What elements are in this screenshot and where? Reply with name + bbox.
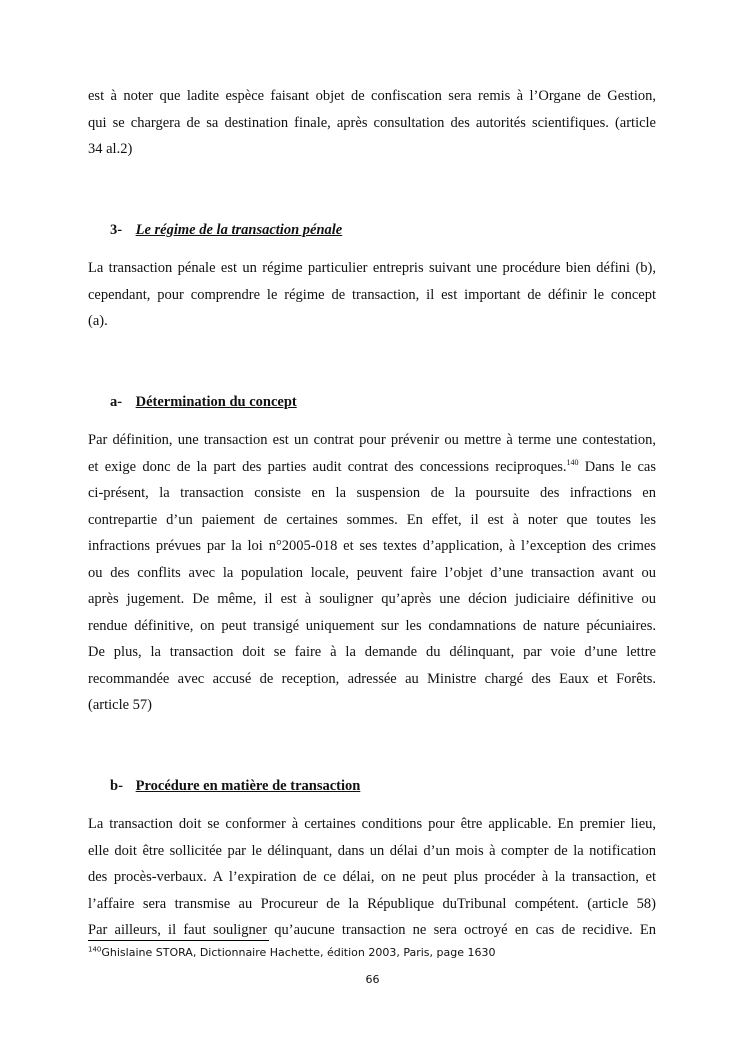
text-line: La transaction doit se conformer à certaines conditions pour être applicable. En premier lieu, — [88, 816, 656, 832]
text-line: l’affaire sera transmise au Procureur de la République duTribunal compétent. (article 58) — [88, 895, 656, 912]
section-title: Détermination du concept — [135, 393, 297, 410]
section-b-heading — [88, 773, 656, 800]
text-line: qui se chargera de sa destination finale, après consultation des autorités scientifiques. (article — [88, 114, 656, 131]
text-line: est à noter que ladite espèce faisant objet de confiscation sera remis à l’Organe de Gestion, — [88, 88, 656, 104]
text-line: ou des conflits avec la population locale, peuvent faire l’objet d’une transaction avant ou — [88, 564, 656, 581]
intro-paragraph — [88, 83, 656, 163]
footnote-separator — [88, 940, 269, 941]
text-line: De plus, la transaction doit se faire à la demande du délinquant, par voie d’une lettre — [88, 644, 656, 660]
section-number: a- — [110, 393, 123, 410]
footnote-number: 140 — [88, 945, 102, 954]
text-line: La transaction pénale est un régime particulier entrepris suivant une procédure bien défini (b), — [88, 260, 656, 276]
text-line: (a). — [88, 313, 108, 329]
section-a-paragraph — [88, 427, 656, 719]
section-a-heading — [88, 389, 656, 416]
document-page — [88, 83, 656, 944]
section-3-heading — [88, 217, 656, 244]
footnote-reference[interactable]: 140 — [566, 457, 579, 467]
section-title: Le régime de la transaction pénale — [135, 221, 343, 238]
text-line: elle doit être sollicitée par le délinquant, dans un délai d’un mois à compter de la notification — [88, 842, 656, 859]
section-3-paragraph — [88, 255, 656, 335]
text-line: Par ailleurs, il faut souligner qu’aucune transaction ne sera octroyé en cas de recidive. En — [88, 922, 656, 938]
section-number: 3- — [110, 221, 123, 238]
text-line: ci-présent, la transaction consiste en la suspension de la poursuite des infractions en — [88, 485, 656, 501]
text-segment: et exige donc de la part des parties audit contrat des concessions reciproques. — [88, 458, 567, 475]
text-line: Par définition, une transaction est un contrat pour prévenir ou mettre à terme une contestation, — [88, 432, 656, 448]
text-line: contrepartie d’un paiement de certaines sommes. En effet, il est à noter que toutes les — [88, 511, 656, 528]
footnote-text: Ghislaine STORA, Dictionnaire Hachette, édition 2003, Paris, page 1630 — [101, 946, 496, 959]
section-b-paragraph — [88, 811, 656, 944]
text-line-with-footnote — [88, 454, 656, 481]
text-line: des procès-verbaux. A l’expiration de ce délai, on ne peut plus procéder à la transaction, et — [88, 869, 656, 885]
page-number: 66 — [365, 973, 380, 986]
section-title: Procédure en matière de transaction — [135, 777, 361, 794]
text-line: rendue définitive, on peut transigé uniquement sur les condamnations de nature pécuniaires. — [88, 617, 656, 634]
text-line: recommandée avec accusé de reception, adressée au Ministre chargé des Eaux et Forêts. — [88, 670, 656, 687]
footnote — [88, 946, 495, 959]
text-line: après jugement. De même, il est à souligner qu’après une décion judiciaire définitive ou — [88, 591, 656, 607]
text-segment: Dans le cas — [578, 458, 657, 475]
text-line: infractions prévues par la loi n°2005-018 et ses textes d’application, à l’exception des crimes — [88, 538, 656, 554]
section-number: b- — [110, 777, 123, 794]
text-line: (article 57) — [88, 697, 153, 713]
text-line: cependant, pour comprendre le régime de transaction, il est important de définir le concept — [88, 286, 656, 303]
text-line: 34 al.2) — [88, 141, 133, 157]
